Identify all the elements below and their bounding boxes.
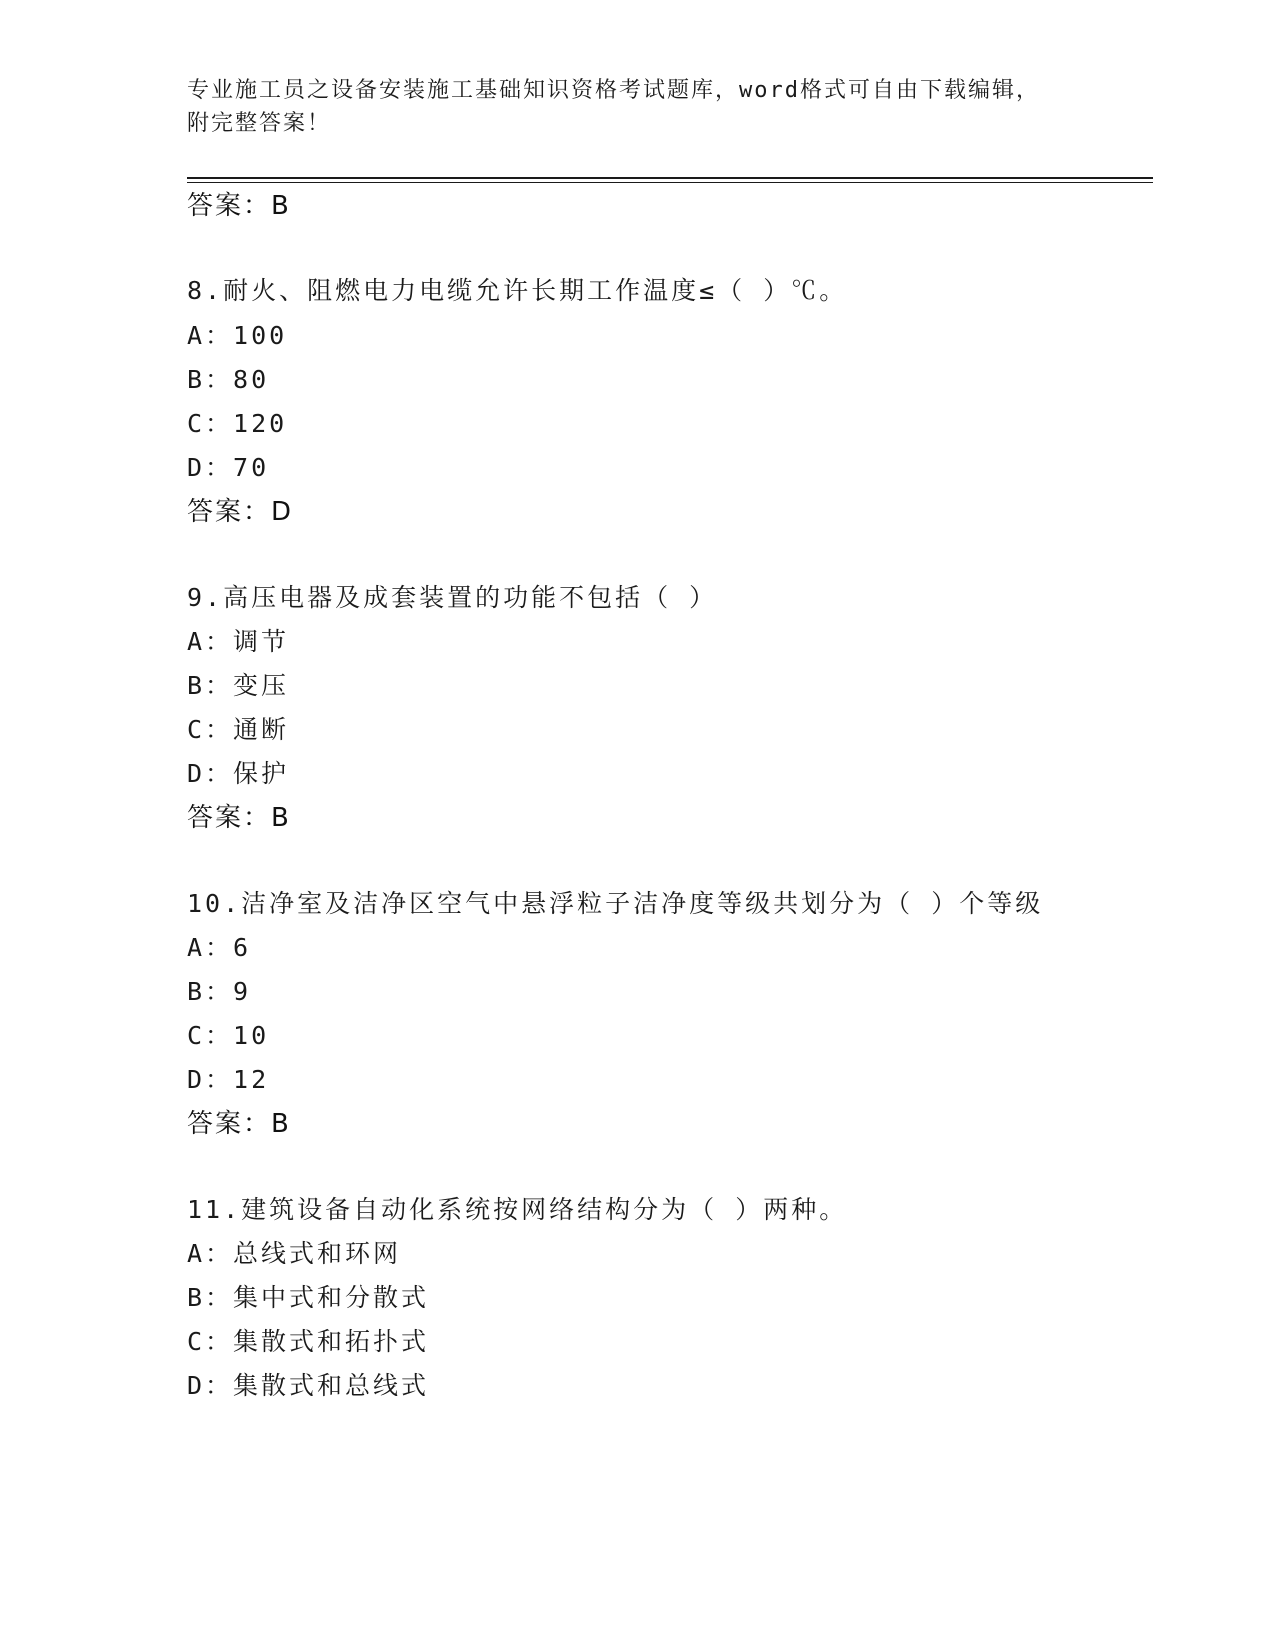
question-11-option-d: D：集散式和总线式 <box>187 1371 430 1400</box>
question-8-option-a: A：100 <box>187 321 288 350</box>
header-line-1: 专业施工员之设备安装施工基础知识资格考试题库，word格式可自由下载编辑， <box>187 78 1040 103</box>
question-11-option-b: B：集中式和分散式 <box>187 1283 430 1312</box>
question-9-option-d: D：保护 <box>187 759 290 788</box>
question-11-option-c: C：集散式和拓扑式 <box>187 1327 430 1356</box>
question-8-option-c: C：120 <box>187 409 288 438</box>
question-9-option-c: C：通断 <box>187 715 290 744</box>
question-10-option-d: D：12 <box>187 1065 270 1094</box>
question-11-stem: 11.建筑设备自动化系统按网络结构分为（ ）两种。 <box>187 1195 848 1224</box>
question-10-option-c: C：10 <box>187 1021 270 1050</box>
question-11-option-a: A：总线式和环网 <box>187 1239 402 1268</box>
question-10-answer: 答案：B <box>187 1109 291 1139</box>
document-header <box>187 74 1067 140</box>
header-line-2: 附完整答案！ <box>187 111 332 136</box>
question-8-answer: 答案：D <box>187 497 294 527</box>
header-divider-thin <box>187 182 1153 183</box>
question-10-stem: 10.洁净室及洁净区空气中悬浮粒子洁净度等级共划分为（ ）个等级 <box>187 889 1044 918</box>
question-8-option-d: D：70 <box>187 453 270 482</box>
answer-previous: 答案：B <box>187 191 291 221</box>
question-8-stem: 8.耐火、阻燃电力电缆允许长期工作温度≤（ ）℃。 <box>187 276 848 305</box>
question-9-option-b: B：变压 <box>187 671 290 700</box>
question-9-answer: 答案：B <box>187 803 291 833</box>
question-10-option-b: B：9 <box>187 977 252 1006</box>
question-9-option-a: A：调节 <box>187 627 290 656</box>
question-10-option-a: A：6 <box>187 933 252 962</box>
header-divider-thick <box>187 177 1153 179</box>
question-9-stem: 9.高压电器及成套装置的功能不包括（ ） <box>187 583 718 612</box>
question-8-option-b: B：80 <box>187 365 270 394</box>
